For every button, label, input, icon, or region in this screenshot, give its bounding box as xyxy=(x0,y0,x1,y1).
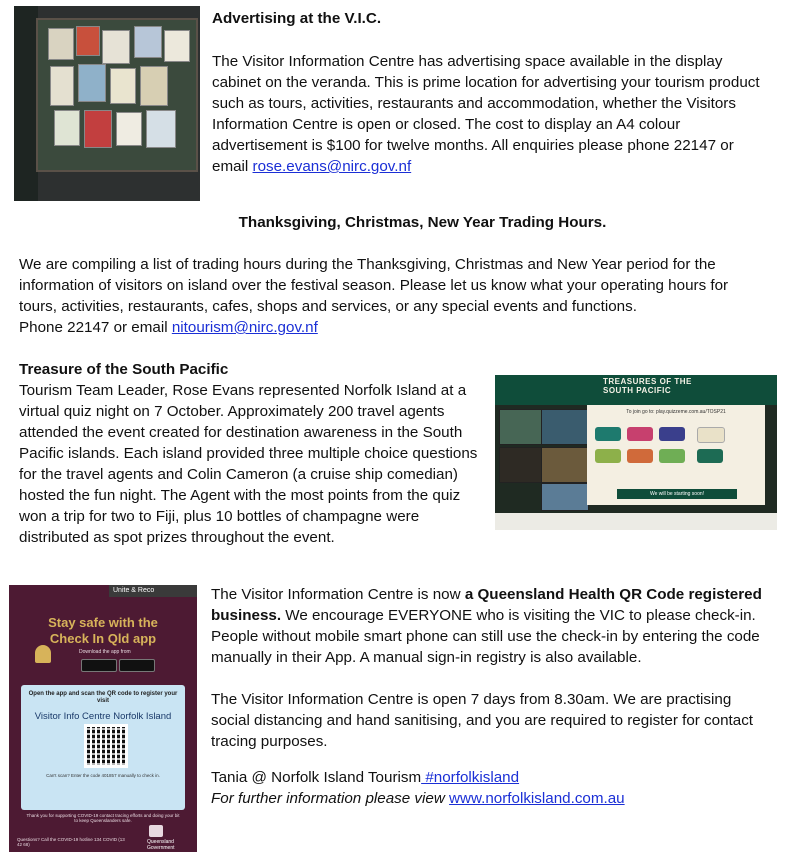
treasure-line: Tourism Team Leader, Rose Evans represented Norfolk Island at a xyxy=(19,382,467,399)
display-cabinet-photo xyxy=(14,6,200,201)
quiz-starting-text: We will be starting soon! xyxy=(617,489,737,499)
qr-line: People without mobile smart phone can still use the check-in by entering the code xyxy=(211,628,760,645)
check-in-qld-poster xyxy=(9,585,197,852)
treasure-line: attended the event created for destination awareness in the South xyxy=(19,424,463,441)
hours-line: social distancing and hand sanitising, and you are required to register for contact xyxy=(211,712,754,729)
quiz-screenshot xyxy=(495,375,777,530)
trading-email-link[interactable]: nitourism@nirc.gov.nf xyxy=(171,319,318,336)
video-tile xyxy=(541,447,589,483)
qr-line: manually in their App. A manual sign-in registry is also available. xyxy=(211,649,642,666)
trading-line: tours, activities, restaurants, cafes, shops and services, or any special events and functions. xyxy=(19,298,637,315)
treasure-line: hosted the fun night. The Agent with the most points from the quiz xyxy=(19,487,461,504)
google-play-badge-icon xyxy=(81,659,117,672)
poster-title-line: Check In Qld app xyxy=(49,631,157,646)
queensland-crest-icon xyxy=(149,825,163,837)
signoff-line xyxy=(211,767,519,789)
video-tile xyxy=(541,483,589,511)
video-tile xyxy=(541,409,589,445)
qr-line-bold: a Queensland Health QR Code registered xyxy=(464,586,762,603)
quiz-slide xyxy=(587,405,765,505)
poster-title xyxy=(19,615,187,647)
treasure-line: Pacific islands. Each island provided three multiple choice questions xyxy=(19,445,478,462)
poster-qr-panel xyxy=(21,685,185,810)
poster-code-text: Can't scan? Enter the code 401857 manually to check in. xyxy=(46,773,160,778)
app-logo-icon xyxy=(35,645,51,663)
advertising-line: Information Centre is open or closed. The cost to display an A4 colour xyxy=(212,116,681,133)
trading-line: We are compiling a list of trading hours during the Thanksgiving, Christmas and New Year period for the xyxy=(19,256,716,273)
email-prefix: email xyxy=(212,158,253,175)
poster-download-text: Download the app from xyxy=(79,649,131,655)
advertising-line: The Visitor Information Centre has advertising space available in the display xyxy=(212,53,723,70)
quiz-banner-text: TREASURES OF THE SOUTH PACIFIC xyxy=(603,377,692,395)
info-prefix: For further information please view xyxy=(211,790,450,807)
advertising-line: cabinet on the veranda. This is prime location for advertising your tourism product xyxy=(212,74,760,91)
trading-heading: Thanksgiving, Christmas, New Year Trading Hours. xyxy=(238,214,607,231)
hours-line: tracing purposes. xyxy=(211,733,328,750)
treasure-line: virtual quiz night on 7 October. Approximately 200 travel agents xyxy=(19,403,445,420)
signoff-name: Tania @ Norfolk Island Tourism xyxy=(211,769,422,786)
hours-line: The Visitor Information Centre is open 7 days from 8.30am. We are practising xyxy=(211,691,732,708)
advertising-email-line xyxy=(212,156,411,178)
qr-line-text: The Visitor Information Centre is now xyxy=(211,586,465,603)
advertising-heading: Advertising at the V.I.C. xyxy=(212,10,382,27)
poster-gov-text: Queensland Government xyxy=(147,839,175,851)
info-line xyxy=(211,788,625,810)
trading-contact-line xyxy=(19,317,318,339)
website-link[interactable]: www.norfolkisland.com.au xyxy=(449,790,625,807)
poster-footer-text: Questions? Call the COVID-19 hotline 134 COVID (13 42 68) xyxy=(17,837,125,847)
poster-title-line: Stay safe with the xyxy=(48,615,158,630)
qr-line xyxy=(211,584,762,606)
treasure-line: for the travel agents and Colin Cameron (a cruise ship comedian) xyxy=(19,466,458,483)
qr-line-text: We encourage EVERYONE who is visiting the VIC to please check-in. xyxy=(281,607,756,624)
video-tile xyxy=(499,447,547,483)
poster-thanks-text: Thank you for supporting COVID-19 contact tracing efforts and doing your bit to keep Queenslanders safe. xyxy=(26,813,180,823)
video-tile xyxy=(499,409,547,445)
qr-line-bold: business. xyxy=(211,607,282,624)
trading-line: information of visitors on island over the festival season. Please let us know what your operating hours for xyxy=(19,277,729,294)
poster-venue: Visitor Info Centre Norfolk Island xyxy=(34,711,172,722)
quiz-join-text: To join go to: play.quizzeme.com.au/TOSP21 xyxy=(626,409,726,415)
phone-prefix: Phone 22147 or email xyxy=(19,319,172,336)
hashtag-link[interactable]: #norfolkisland xyxy=(421,769,520,786)
treasure-line: distributed as spot prizes throughout the event. xyxy=(19,529,335,546)
advertising-line: advertisement is $100 for twelve months. All enquiries please phone 22147 or xyxy=(212,137,734,154)
treasure-line: won a trip for two to Fiji, plus 10 bottles of champagne were xyxy=(19,508,420,525)
poster-instruction: Open the app and scan the QR code to register your visit xyxy=(28,691,178,704)
advertising-email-link[interactable]: rose.evans@nirc.gov.nf xyxy=(252,158,412,175)
advertising-line: such as tours, activities, restaurants and accommodation, whether the Visitors xyxy=(212,95,736,112)
qr-line xyxy=(211,605,756,627)
poster-tab-label: Unite & Reco xyxy=(109,585,197,597)
meeting-toolbar xyxy=(495,513,777,530)
treasure-heading: Treasure of the South Pacific xyxy=(19,361,229,378)
app-store-badge-icon xyxy=(119,659,155,672)
